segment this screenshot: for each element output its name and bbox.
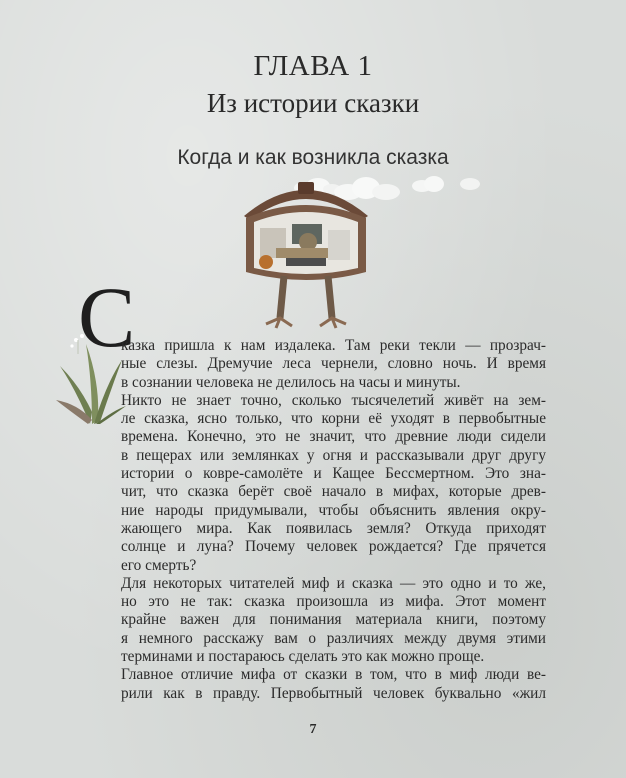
text-line: но это не так: сказка произошла из мифа. Этот момент — [121, 593, 546, 611]
drop-cap-letter: С — [78, 269, 136, 365]
text-line: солнце и луна? Почему человек рождается? Где прячется — [121, 538, 546, 556]
text-line: времена. Конечно, это не значит, что древние люди сидели — [121, 428, 546, 446]
text-line: казка пришла к нам издалека. Там реки текли — прозрач- — [121, 337, 546, 354]
chapter-label: ГЛАВА 1 — [253, 50, 373, 82]
text-line: терминами и постараюсь сделать это как можно проще. — [121, 648, 485, 666]
hut-on-legs-illustration — [236, 172, 376, 332]
text-line: крайне важен для понимания материала книги, поэтому — [121, 611, 546, 629]
text-line: чит, что сказка берёт своё начало в мифах, которые древ- — [121, 483, 546, 501]
text-line: Никто не знает точно, сколько тысячелетий живёт на зем- — [121, 391, 546, 409]
text-line: я немного расскажу вам о различиях между двумя этими — [121, 629, 546, 647]
text-line: жающего мира. Как появилась земля? Откуда приходят — [121, 519, 546, 537]
text-line: в сознании человека не делилось на часы и минуты. — [121, 373, 461, 391]
section-title: Когда и как возникла сказка — [177, 146, 449, 169]
page-number: 7 — [309, 722, 317, 737]
text-line: Главное отличие мифа от сказки в том, что в миф люди ве- — [121, 666, 546, 684]
text-line: ние народы придумывали, чтобы объяснить явления окру- — [121, 501, 546, 519]
text-line: ле сказка, ясно только, что корни её уходят в первобытные — [121, 410, 546, 428]
body-text — [121, 337, 546, 703]
chapter-subtitle: Из истории сказки — [206, 88, 420, 118]
text-line: рили как в правду. Первобытный человек буквально «жил — [121, 684, 546, 702]
text-line: его смерть? — [121, 556, 197, 574]
text-line: Для некоторых читателей миф и сказка — это одно и то же, — [121, 574, 546, 592]
text-line: в пещерах или землянках у огня и рассказывали друг другу — [121, 446, 546, 464]
text-line: истории о ковре-самолёте и Кащее Бессмертном. Это зна- — [121, 465, 546, 483]
text-line: ные слезы. Дремучие леса чернели, словно ночь. И время — [121, 355, 546, 373]
